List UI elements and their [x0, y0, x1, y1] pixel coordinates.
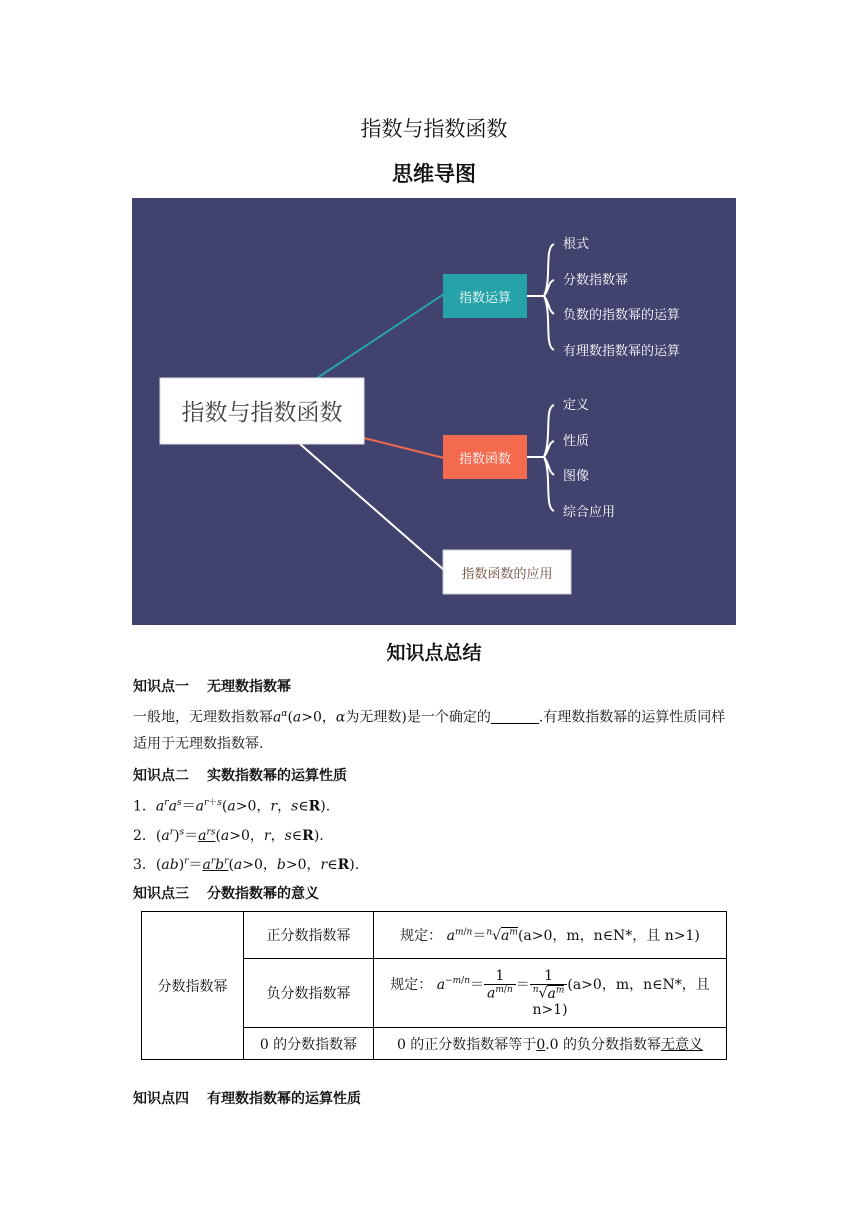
document-title: 指数与指数函数	[360, 117, 508, 141]
kp2-number: 知识点二	[133, 768, 189, 784]
kp2-rule-1: 1．$a^ra^s=a^{r+s}(a>0$，r，s∈R).	[133, 798, 331, 815]
kp1-heading-text: 无理数指数幂	[207, 679, 291, 695]
mindmap-title: 思维导图	[392, 162, 476, 186]
positive-label: 正分数指数幂	[244, 912, 374, 959]
kp2-heading	[133, 765, 347, 785]
kp1-number: 知识点一	[133, 679, 189, 695]
kp1-paragraph: 一般地，无理数指数幂$a^\alpha(a>0$，α为无理数)是一个确定的 .有理数指数幂的运算性质同样适用于无理数指数幂.	[133, 709, 726, 752]
mind-map	[132, 198, 736, 625]
kp3-heading	[133, 883, 319, 903]
summary-title: 知识点总结	[386, 642, 482, 664]
kp2-rule-3: 3．$(ab)^r=a^rb^r(a>0$，b>0，r∈R).	[133, 856, 360, 873]
table-row-header: 分数指数幂	[142, 912, 244, 1060]
branch2-item: 性质	[563, 434, 590, 449]
branch1-item: 负数的指数幂的运算	[563, 308, 681, 323]
branch2-item: 图像	[563, 469, 590, 484]
center-node-label: 指数与指数函数	[181, 400, 343, 426]
negative-label: 负分数指数幂	[244, 959, 374, 1028]
kp1-blank[interactable]	[491, 709, 539, 724]
kp4-number: 知识点四	[133, 1091, 189, 1107]
kp2-heading-text: 实数指数幂的运算性质	[207, 768, 347, 784]
kp3-heading-text: 分数指数幂的意义	[207, 886, 319, 902]
zero-rule: 0 的正分数指数幂等于0.0 的负分数指数幂无意义	[374, 1028, 727, 1060]
branch1-item: 根式	[563, 237, 590, 252]
branch1-item: 分数指数幂	[563, 273, 629, 288]
branch2-item: 综合应用	[563, 505, 616, 520]
kp1-heading	[133, 676, 291, 696]
kp2-rule-2: 2．$(a^r)^s=a^{rs}(a>0$，r，s∈R).	[133, 827, 324, 844]
branch2-label: 指数函数	[458, 452, 512, 467]
kp4-heading-text: 有理数指数幂的运算性质	[207, 1091, 361, 1107]
positive-rule: 规定： $a^{m/n}=^n√a^m(a>0$，m，n∈N*，且 n>1)	[374, 912, 727, 959]
branch1-item: 有理数指数幂的运算	[563, 344, 681, 359]
kp3-number: 知识点三	[133, 886, 189, 902]
kp4-heading	[133, 1088, 361, 1108]
branch2-item: 定义	[563, 398, 590, 413]
fraction-exponent-table	[141, 911, 727, 1060]
zero-label: 0 的分数指数幂	[244, 1028, 374, 1060]
branch3-label: 指数函数的应用	[461, 567, 553, 582]
branch1-label: 指数运算	[458, 291, 512, 306]
negative-rule: 规定： $a^{-m/n}=$ $\frac{1}{a^{m/n}}$ ＝ $\frac{1}{^n√a^m}$ (a>0，m，n∈N*，且 n>1)	[374, 959, 727, 1028]
